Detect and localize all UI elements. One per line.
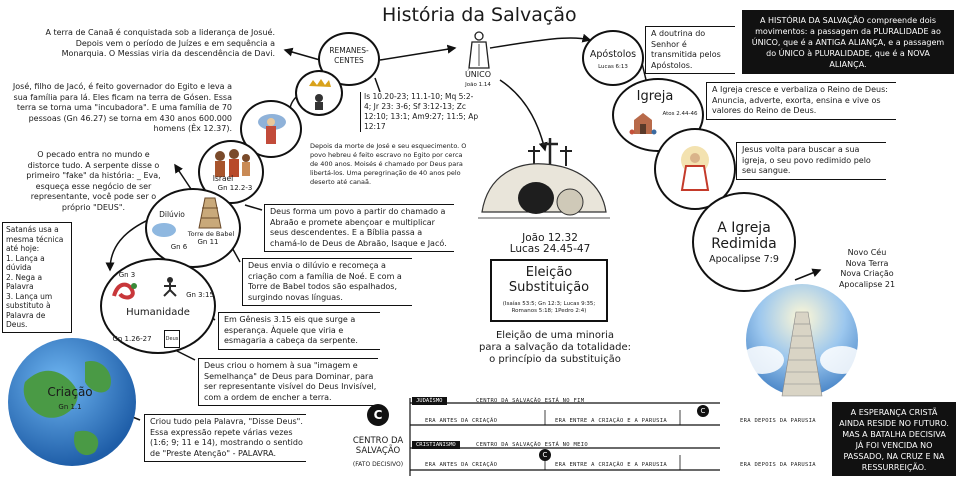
lucas-ref: Lucas 24.45-47 bbox=[509, 243, 591, 255]
serpent-icon bbox=[110, 278, 140, 302]
crushing-man-icon bbox=[160, 276, 180, 298]
satan-box: Satanás usa a mesma técnica até hoje: 1. Lança a dúvida 2. Nega a Palavra 3. Lança um substituto à Palavra de Deus. bbox=[2, 222, 72, 333]
empty-tomb-icon bbox=[478, 134, 610, 230]
book-label: Deus bbox=[165, 336, 179, 342]
apostolos-ref: Lucas 6:13 bbox=[598, 64, 628, 70]
doutrina-text: A doutrina do Senhor é transmitida pelos Apóstolos. bbox=[645, 26, 735, 74]
jud-c-marker-icon bbox=[697, 405, 709, 417]
israel-label: Israel bbox=[212, 174, 234, 183]
c-symbol-icon bbox=[367, 404, 389, 426]
heaven-stairway-icon bbox=[742, 282, 862, 400]
cri-c-marker-icon bbox=[539, 449, 551, 461]
palavra-text: Criou tudo pela Palavra, "Disse Deus". Essa expressão repete várias vezes (1:6; 9; 11 e 14), mostrando o sentido de "Preste Atenção" - PALAVRA. bbox=[144, 414, 306, 462]
jose-text: José, filho de Jacó, é feito governador do Egito e leva a sua família para lá. Eles ficam na terra de Gósen. Essa terra se torna uma "incubadora". E uma família de 70 pessoas (Gn 46.27) se torna em 430 anos 600.000 homens (Êx 12.37). bbox=[5, 82, 232, 135]
cri-era-antes: ERA ANTES DA CRIAÇÃO bbox=[425, 462, 498, 468]
church-people-icon bbox=[628, 110, 658, 138]
torre-ref: Gn 11 bbox=[197, 238, 219, 246]
canaa-text: A terra de Canaã é conquistada sob a liderança de Josué. Depois vem o período de Juízes e em sequência a Monarquia. O Messias viria da descendência de Davi. bbox=[40, 28, 275, 60]
igreja-cresce-text: A Igreja cresce e verbaliza o Reino de Deus: Anuncia, adverte, exorta, ensina e vive os valores do Reino de Deus. bbox=[706, 82, 896, 120]
tower-icon bbox=[197, 196, 223, 230]
cri-era-entre: ERA ENTRE A CRIAÇÃO E A PARUSIA bbox=[555, 462, 667, 468]
page-title: História da Salvação bbox=[382, 4, 577, 26]
centro-label: CENTRO DA SALVAÇÃO bbox=[352, 436, 404, 456]
cristianismo-desc: CENTRO DA SALVAÇÃO ESTÁ NO MEIO bbox=[476, 442, 588, 448]
genesis-text: Em Gênesis 3.15 eis que surge a esperança. Àquele que viria e esmagaria a cabeça da serpente. bbox=[218, 312, 380, 350]
igreja-ref: Atos 2.44-46 bbox=[662, 111, 698, 117]
cri-c-letter: C bbox=[542, 451, 548, 459]
unico-label: ÚNICO bbox=[464, 70, 492, 79]
gn3-label: Gn 3 bbox=[118, 271, 136, 279]
joao-ref: João 12.32 bbox=[522, 232, 578, 244]
jesus-volta-text: Jesus volta para buscar a sua igreja, o seu povo redimido pelo seu sangue. bbox=[736, 142, 886, 180]
diluvio-label: Dilúvio bbox=[159, 210, 185, 219]
israel-ref: Gn 12.2-3 bbox=[217, 184, 253, 192]
jud-era-depois: ERA DEPOIS DA PARUSIA bbox=[740, 418, 816, 424]
humanidade-label: Humanidade bbox=[126, 307, 190, 318]
judaismo-tag: JUDAÍSMO bbox=[412, 397, 447, 405]
cloud-icon bbox=[150, 220, 178, 240]
criacao-label: Criação bbox=[47, 385, 93, 399]
intro-box: A HISTÓRIA DA SALVAÇÃO compreende dois movimentos: a passagem da PLURALIDADE ao ÚNICO, que é a ANTIGA ALIANÇA, e a passagem do ÚNICO à PLURALIDADE, que é a NOVA ALIANÇA. bbox=[742, 10, 954, 74]
igreja-label: Igreja bbox=[636, 89, 674, 104]
apostolos-label: Apóstolos bbox=[589, 49, 637, 60]
jud-era-antes: ERA ANTES DA CRIAÇÃO bbox=[425, 418, 498, 424]
c-symbol-letter: C bbox=[373, 408, 383, 422]
crown-icon bbox=[297, 72, 341, 114]
gn126-label: Gn 1.26-27 bbox=[112, 335, 152, 343]
bible-book-icon bbox=[164, 330, 180, 348]
apocalipse-ref: Apocalipse 7:9 bbox=[709, 254, 779, 265]
diluvio-text: Deus envia o dilúvio e recomeça a criação com a família de Noé. E com a Torre de Babel todos são espalhados, surgindo novas línguas. bbox=[242, 258, 412, 306]
remanescentes-refs: Is 10.20-23; 11.1-10; Mq 5:2-4; Jr 23: 3-6; Sf 3:12-13; Zc 12:10; 13:1; Am9:27; 11:5; Ap 12:17 bbox=[360, 92, 480, 132]
torre-label: Torre de Babel bbox=[187, 230, 235, 238]
abraao-text: Deus forma um povo a partir do chamado a Abraão e promete abençoar e multiplicar seus descendentes. E a Bíblia passa a chamá-lo de Deus de Abraão, Isaque e Jacó. bbox=[264, 204, 454, 252]
remanescentes-label: REMANES- CENTES bbox=[329, 46, 369, 65]
judaismo-desc: CENTRO DA SALVAÇÃO ESTÁ NO FIM bbox=[476, 398, 585, 404]
esperanca-box: A ESPERANÇA CRISTÃ AINDA RESIDE NO FUTURO. MAS A BATALHA DECISIVA JÁ FOI VENCIDA NO PASSADO, NA CRUZ E NA RESSURREIÇÃO. bbox=[832, 402, 956, 476]
imagem-text: Deus criou o homem à sua "imagem e Semelhança" de Deus para Dominar, para ser representante visível do Deus Invisível, com a ordem de encher a terra. bbox=[198, 358, 378, 406]
eleicao-box bbox=[490, 259, 608, 322]
cri-era-depois: ERA DEPOIS DA PARUSIA bbox=[740, 462, 816, 468]
cristianismo-tag: CRISTIANISMO bbox=[412, 441, 460, 449]
pecado-text: O pecado entra no mundo e distorce tudo. A serpente disse o primeiro "fake" da história: _ Eva, esqueça esse negócio de ser representante, você pode ser o próprio "DEUS". bbox=[22, 150, 165, 213]
remnant-icon-circle bbox=[295, 70, 343, 116]
diluvio-ref: Gn 6 bbox=[170, 243, 188, 251]
jud-c-letter: C bbox=[700, 407, 706, 415]
criacao-ref: Gn 1.1 bbox=[58, 403, 82, 411]
igreja-redimida-label: A Igreja Redimida bbox=[711, 220, 777, 252]
jud-era-entre: ERA ENTRE A CRIAÇÃO E A PARUSIA bbox=[555, 418, 667, 424]
novo-ceu-text: Novo Céu Nova Terra Nova Criação Apocalipse 21 bbox=[838, 248, 896, 289]
unico-ref: João 1.14 bbox=[465, 82, 491, 88]
egito-text: Depois da morte de José e seu esquecimento. O povo hebreu é feito escravo no Egito por cerca de 400 anos. Moisés é chamado por Deus para libertá-los. Uma peregrinação de 40 anos pelo deserto até canaã. bbox=[310, 142, 472, 187]
eleicao-refs: (Isaías 53:5; Gn 12:3; Lucas 9:35; Romanos 5:18; 1Pedro 2:4) bbox=[502, 301, 596, 314]
gn315-label: Gn 3:15 bbox=[186, 291, 214, 299]
eleicao-desc: Eleição de uma minoria para a salvação da totalidade: o princípio da substituição bbox=[479, 330, 631, 365]
eleicao-title: Eleição Substituição bbox=[508, 265, 590, 295]
fato-label: (FATO DECISIVO) bbox=[352, 461, 404, 468]
jesus-figure-icon bbox=[462, 30, 496, 70]
